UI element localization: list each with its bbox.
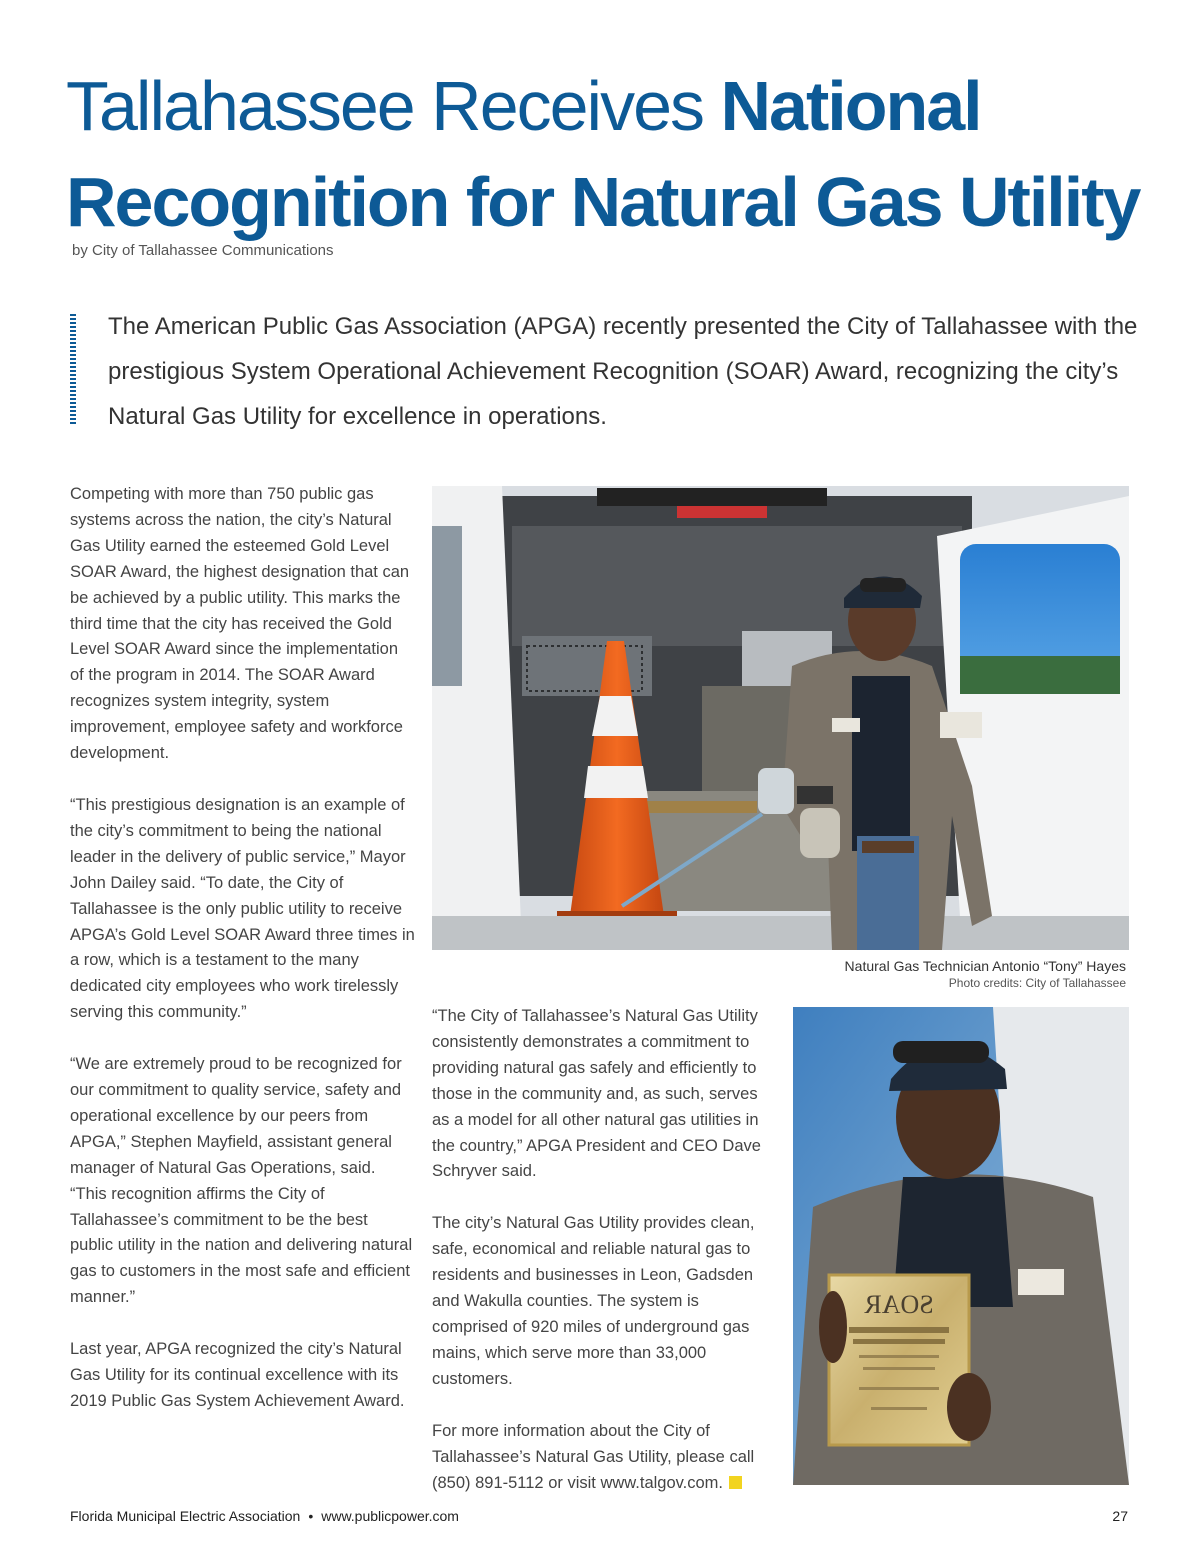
byline: by City of Tallahassee Communications [72, 242, 334, 259]
technician-van-photo [432, 486, 1129, 950]
technician-award-photo [793, 1007, 1129, 1485]
body-paragraph: Last year, APGA recognized the city’s Natural Gas Utility for its continual excellence with its 2019 Public Gas System Achievement Award. [70, 1340, 405, 1410]
body-paragraph: Competing with more than 750 public gas systems across the nation, the city’s Natural Gas Utility earned the esteemed Gold Level SOAR Award, the highest designation that can be achieved by a public utility. This marks the third time that the city has received the Gold Level SOAR Award since the implementation of the program in 2014. The SOAR Award recognizes system integrity, system improvement, employee safety and workforce development. [70, 485, 410, 763]
end-of-article-mark [729, 1476, 742, 1489]
technician-van-illustration [432, 486, 1129, 950]
photo-credit: Photo credits: City of Tallahassee [948, 976, 1126, 990]
footer-publisher: Florida Municipal Electric Association [70, 1508, 301, 1524]
body-paragraph: “We are extremely proud to be recognized for our commitment to quality service, safety and operational excellence by our peers from APGA,” Stephen Mayfield, assistant general manager of Natural Gas Operations, said. “This recognition affirms the City of Tallahassee’s commitment to be the best public utility in the nation and delivering natural gas to customers in the most safe and efficient manner.” [70, 1055, 413, 1307]
page-number: 27 [1112, 1508, 1128, 1524]
intro-paragraph: The American Public Gas Association (APGA) recently presented the City of Tallahassee with the prestigious System Operational Achievement Recognition (SOAR) Award, recognizing the city’s Natural Gas Utility for excellence in operations. [108, 313, 1138, 430]
footer-left [70, 1508, 459, 1524]
footer-separator: • [308, 1508, 314, 1524]
body-paragraph: The city’s Natural Gas Utility provides clean, safe, economical and reliable natural gas to residents and businesses in Leon, Gadsden and Wakulla counties. The system is comprised of 920 miles of underground gas mains, which serve more than 33,000 customers. [432, 1214, 755, 1388]
technician-award-illustration [793, 1007, 1129, 1485]
title-light-part: Tallahassee Receives [66, 67, 721, 145]
left-column [70, 482, 415, 1441]
intro-rule [70, 314, 76, 426]
photo-caption [700, 958, 1126, 990]
closing-paragraph [432, 1419, 772, 1497]
plaque-title: SOAR [864, 1290, 934, 1319]
title-bold-part: National Recognition for Natural Gas Utility [66, 67, 1140, 241]
caption-text: Natural Gas Technician Antonio “Tony” Hayes [844, 958, 1126, 974]
footer-website[interactable]: www.publicpower.com [321, 1508, 459, 1524]
body-paragraph: “This prestigious designation is an example of the city’s commitment to being the national leader in the delivery of public service,” Mayor John Dailey said. “To date, the City of Tallahassee is the only public utility to receive APGA’s Gold Level SOAR Award three times in a row, which is a testament to the many dedicated city employees who work tirelessly serving this community.” [70, 795, 415, 1022]
middle-column [432, 1004, 772, 1522]
closing-text: For more information about the City of Tallahassee’s Natural Gas Utility, please call (850) 891-5112 or visit www.talgov.com. [432, 1421, 755, 1492]
article-title [66, 58, 1166, 250]
body-paragraph: “The City of Tallahassee’s Natural Gas Utility consistently demonstrates a commitment to providing natural gas safely and efficiently to those in the community and, as such, serves as a model for all other natural gas utilities in the country,” APGA President and CEO Dave Schryver said. [432, 1007, 761, 1181]
